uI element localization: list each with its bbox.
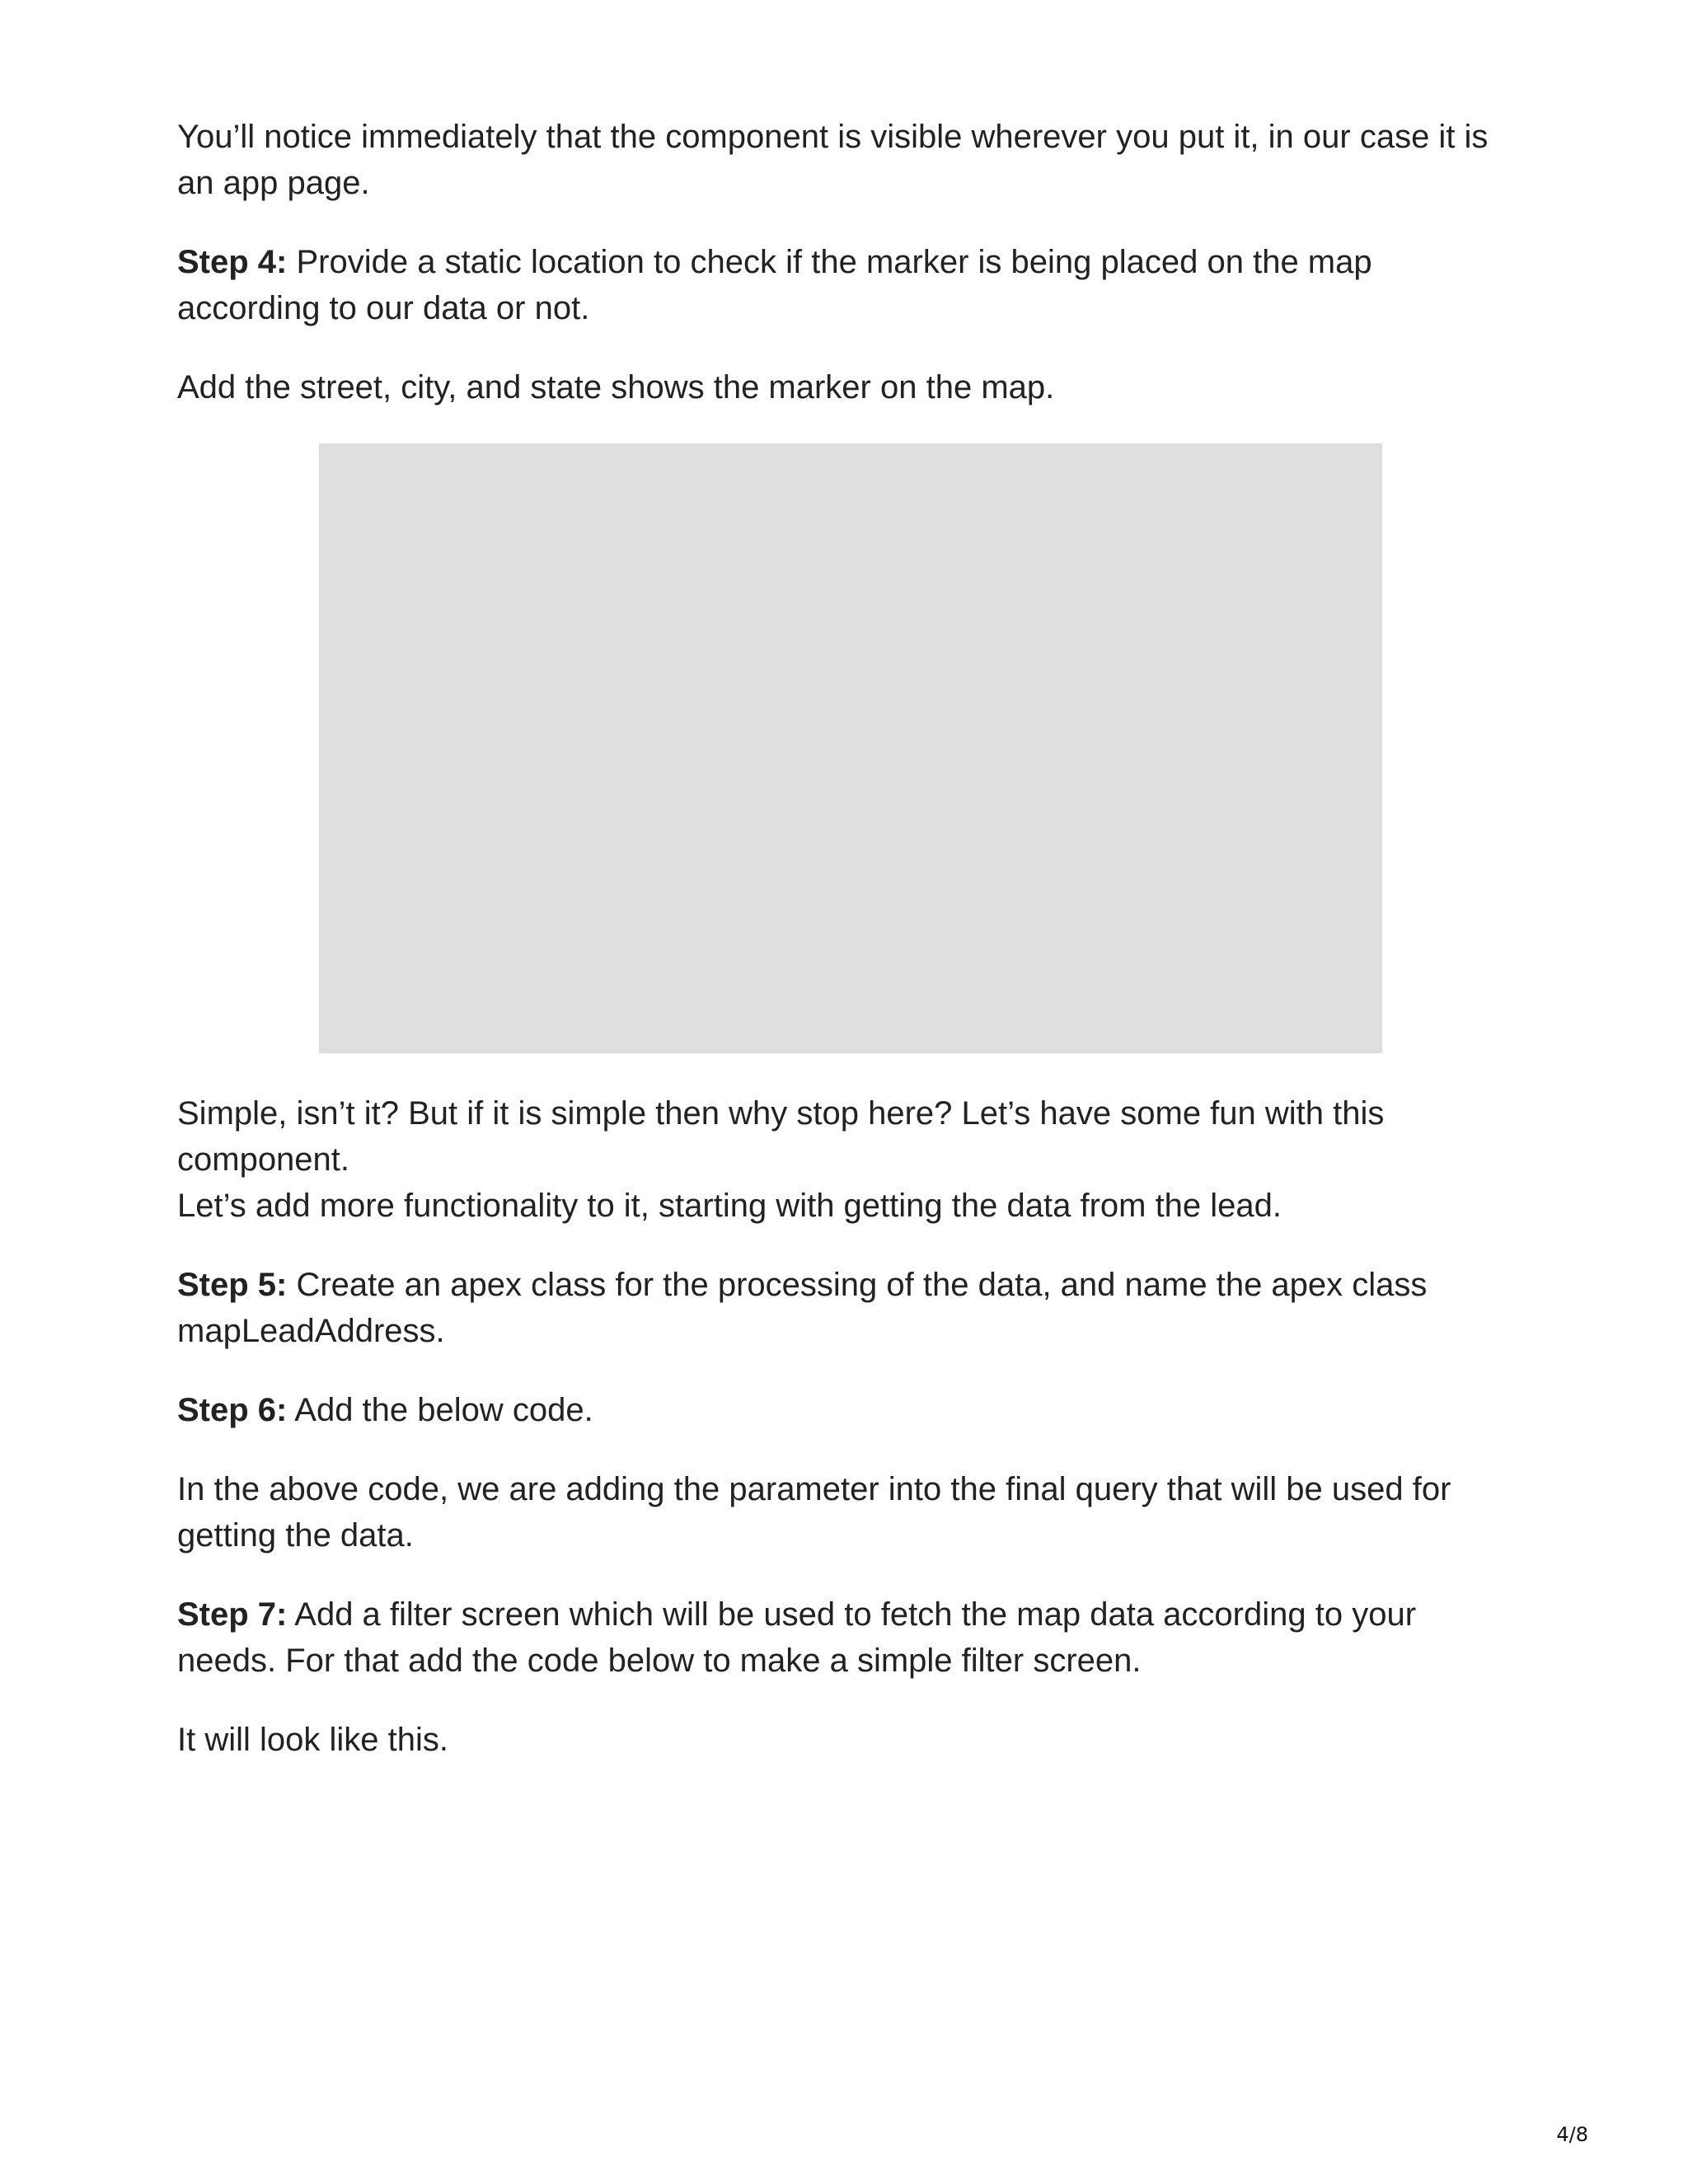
- paragraph-step-7: [177, 1591, 1504, 1684]
- page-number: 4/8: [1556, 2123, 1588, 2146]
- step-7-text: Add a filter screen which will be used to fetch the map data according to your needs. For that add the code below to make a simple filter screen.: [177, 1596, 1417, 1679]
- article-body: [177, 114, 1504, 1796]
- step-7-label: Step 7:: [177, 1596, 288, 1633]
- paragraph-address: Add the street, city, and state shows the marker on the map.: [177, 369, 1055, 405]
- paragraph-look-like: It will look like this.: [177, 1722, 448, 1758]
- paragraph-intro: You’ll notice immediately that the component is visible wherever you put it, in our case it is an app page.: [177, 119, 1489, 201]
- step-4-label: Step 4:: [177, 244, 288, 280]
- paragraph-more-functionality: Let’s add more functionality to it, starting with getting the data from the lead.: [177, 1188, 1282, 1224]
- step-5-text: Create an apex class for the processing of the data, and name the apex class mapLeadAddress.: [177, 1267, 1428, 1349]
- paragraph-step-5: [177, 1262, 1504, 1354]
- paragraph-step-6: [177, 1387, 1504, 1433]
- step-6-text: Add the below code.: [287, 1392, 593, 1428]
- step-4-text: Provide a static location to check if the marker is being placed on the map according to our data or not.: [177, 244, 1372, 326]
- paragraph-step-4: [177, 239, 1504, 331]
- step-6-label: Step 6:: [177, 1392, 288, 1428]
- paragraph-above-code: In the above code, we are adding the parameter into the final query that will be used for getting the data.: [177, 1471, 1451, 1554]
- step-5-label: Step 5:: [177, 1267, 288, 1303]
- map-image-placeholder: [319, 443, 1382, 1053]
- paragraph-simple: Simple, isn’t it? But if it is simple then why stop here? Let’s have some fun with this component.: [177, 1095, 1385, 1178]
